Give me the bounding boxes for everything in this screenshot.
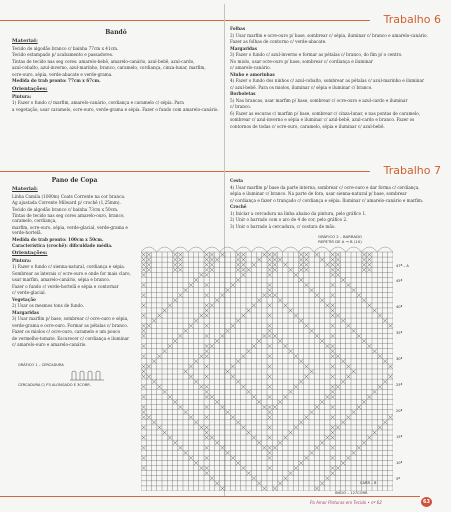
carr-label: CARR – B (360, 481, 377, 485)
margaridas-line: c/ amarelo-canário. (230, 65, 271, 70)
cesta-section (230, 178, 444, 230)
pano-pintura-line: Sombrear as laterais c/ ocre-ouro e onde for mais claro, (12, 270, 131, 276)
row-label: 5ª (396, 477, 400, 481)
pano-pintura-line: 1) Fazer o fundo c/ sienna-natural, cordiança e sépia. (12, 264, 126, 270)
bando-title: Bandô (105, 29, 127, 36)
bando-material-head: Material: (12, 38, 38, 45)
pano-material-head: Material: (12, 186, 38, 193)
folhas-line: 2) Usar marfim e ocre-ouro p/ base, sombrear c/ sépia, iluminar c/ branco e amarelo-canário. (230, 32, 428, 38)
grafico2-repeat: REPETIR DE A → B (1X) (318, 239, 362, 244)
cercadura-symbols-icon (70, 370, 110, 382)
page-number-badge: 63 (421, 497, 432, 507)
cesta-line: sépia e iluminar c/ branco. Na parte de fora, usar sienna-natural p/ base, sombrear (230, 191, 407, 196)
section-rule-top (0, 20, 370, 21)
bando-pintura-head: Pintura: (12, 93, 32, 99)
borboletas-line: 6) Fazer as escuras c/ marfim p/ base, sombrear c/ cinza-lunar, e nas pontas de caramelo, (230, 110, 421, 116)
cercadura-legend (12, 360, 127, 400)
row-label: 35ª (396, 331, 403, 335)
borboletas-line: contornos de todas c/ ocre-ouro, caramelo, sépia e iluminar c/ azul-bebê. (230, 123, 385, 129)
trabalho-7-label: Trabalho 7 (383, 164, 441, 177)
pano-orient-head: Orientações: (12, 250, 48, 257)
ninho-line: 4) Fazer o fundo dos ninhos c/ azul-cobalto, sombrear as pétalas c/ azul-marinho e iluminar (230, 78, 424, 83)
folhas-line: Fazer as folhas de contorno c/ verde-abacate. (230, 39, 327, 44)
borboletas-line: sombrear c/ azul-inverno e sépia e iluminar c/ azul-bebê, azul-cardo e branco. Fazer os (230, 117, 415, 122)
pano-pintura-line: Fazer o fundo c/ verde-hortelã e sépia e contornar (12, 283, 119, 289)
bando-material-line: ocre-ouro, sépia, verde-abacate e verde-grama. (12, 71, 113, 77)
crochet-filet-chart (141, 242, 393, 491)
pano-material-line: marfim, ocre-ouro, sépia, verde-glacial, verde-grama e verde-hortelã. (12, 224, 128, 236)
row-label: 20ª (396, 409, 403, 413)
cesta-head: Cesta (230, 178, 244, 183)
row-label-top: 47ª – A (396, 264, 409, 268)
pano-title: Pano de Copa (51, 177, 98, 184)
margaridas-line: 3) Fazer o fundo c/ azul-inverno e formar as pétalas c/ branco, do fim p/ o centro. (230, 52, 403, 57)
row-label: 15ª (396, 435, 403, 439)
pano-margaridas-line: de vermelho-tomate. Escurecer c/ cordiança e iluminar (12, 335, 130, 341)
pano-material-line: Linha Camila (1000m) Coats Corrente na cor branca. (12, 193, 126, 199)
pano-difficulty: Característica (crochê): dificuldade média. (12, 243, 113, 249)
pano-section (12, 178, 137, 349)
pano-material-line: Tecido de algodão branco c/ bainha 73cm x 50cm. (12, 206, 119, 212)
cesta-line: c/ cordiança e fazer o trançado c/ cordiança e sépia. Iluminar c/ amarelo-canário e marfim. (230, 197, 424, 203)
margaridas-head: Margaridas (230, 45, 257, 51)
trabalho-6-label: Trabalho 6 (383, 13, 441, 26)
bando-material-line: Tecido de algodão branco c/ bainha 77cm x 41cm. (12, 45, 119, 51)
bando-continued (230, 26, 444, 130)
bando-orient-head: Orientações: (12, 86, 48, 93)
legend-note: CERCADURA C/ P3 ALONGADO E 3CORR. (18, 383, 91, 387)
magazine-credit: Pa Amor Pinturas em Tecido • nº 62 (310, 500, 382, 505)
borboletas-line: c/ branco. (230, 104, 252, 109)
vegetacao-line: 2) Usar os mesmos tons de fundo. (12, 303, 84, 309)
pano-pintura-line: usar marfim, amarelo-canário, sépia e branco. (12, 277, 111, 283)
bando-pintura-line: a vegetação, usar caramelo, ocre-ouro, verde-grama e sépia. Fazer o fundo com amarelo-canário. (12, 106, 219, 112)
croche-line: 3) Unir o barrado à cercadura, c/ costura de mão. (230, 223, 336, 229)
bando-section (12, 30, 220, 113)
cesta-line: 4) Usar marfim p/ base da parte interna, sombrear c/ ocre-ouro e dar forma c/ cordiança, (230, 184, 420, 190)
pano-pintura-line: c/ verde-glacial. (12, 290, 46, 296)
pano-margaridas-line: 3) Usar marfim p/ base, sombrear c/ ocre-ouro e sépia, (12, 316, 129, 322)
margaridas-line: No miolo, usar ocre-ouro p/ base, sombrear c/ cordiança e iluminar (230, 58, 373, 64)
footer-rule (0, 496, 420, 497)
section-rule-mid (0, 171, 370, 172)
pano-margaridas-line: Fazer os miolos c/ ocre-ouro, caramelo e um pouco (12, 329, 121, 335)
row-label: 10ª (396, 461, 403, 465)
pano-material-line: Ag ajustada Corrente Milward p/ crochê (1,25mm). (12, 200, 121, 206)
row-label: 30ª (396, 357, 403, 361)
bando-material-line: Tecido estampado p/ acabamento e passadores. (12, 52, 114, 58)
legend-title: GRÁFICO 1 – CERCADURA (18, 363, 64, 367)
croche-line: 2) Unir o barrado com o aro de 4 de cor, pelo gráfico 2. (230, 217, 348, 222)
pano-measure: Medida do trab pronto: 100cm x 50cm. (12, 236, 104, 242)
row-label: 45ª (396, 279, 403, 283)
pano-margaridas-line: c/ amarelo-ouro e amarelo-canário. (12, 342, 87, 348)
grafico2-caption: GRÁFICO 2 – BARRADO (318, 234, 362, 239)
row-label: 40ª (396, 305, 403, 309)
inicio-label: INÍCIO – 127CORR (335, 491, 368, 495)
bando-pintura-line: 1) Fazer o fundo c/ marfim, amarelo-canário, cordiança e caramelo c/ sépia. Para (12, 100, 184, 106)
folhas-head: Folhas (230, 26, 246, 31)
bando-material-line: Tintas de tecido nas seg cores: amarelo-bebê, amarelo-canário, azul-bebê, azul-cardo, (12, 58, 195, 64)
pano-material-line: Tintas de tecido nas seg cores amarelo-ouro, branco, caramelo, cordiança, (12, 213, 125, 224)
pano-margaridas-head: Margaridas (12, 309, 39, 315)
borboletas-line: 5) Nas brancas, usar marfim p/ base, sombrear c/ ocre-ouro e azul-cardo e iluminar (230, 97, 408, 103)
bando-measure: Medida do trab pronto: 77cm x 67cm. (12, 78, 101, 84)
pano-margaridas-line: verde-grama e ocre-ouro. Formar as pétalas c/ branco. (12, 322, 129, 328)
vegetacao-head: Vegetação (12, 296, 36, 302)
croche-head: Crochê (230, 204, 247, 209)
pano-pintura-head: Pintura: (12, 257, 32, 263)
borboletas-head: Borboletas (230, 91, 256, 96)
ninho-head: Ninho e amorinhas (230, 71, 275, 77)
croche-line: 1) Iniciar a cercadura na linha abaixo da pintura, pelo gráfico 1. (230, 210, 367, 216)
row-label: 25ª (396, 383, 403, 387)
ninho-line: c/ azul-bebê. Para os miolos, iluminar c/ sépia e iluminar c/ branco. (230, 84, 373, 90)
bando-material-line: azul-cobalto, azul-inverno, azul-marinho, branco, caramelo, cordiança, cinza-lunar, marfim, (12, 65, 206, 71)
